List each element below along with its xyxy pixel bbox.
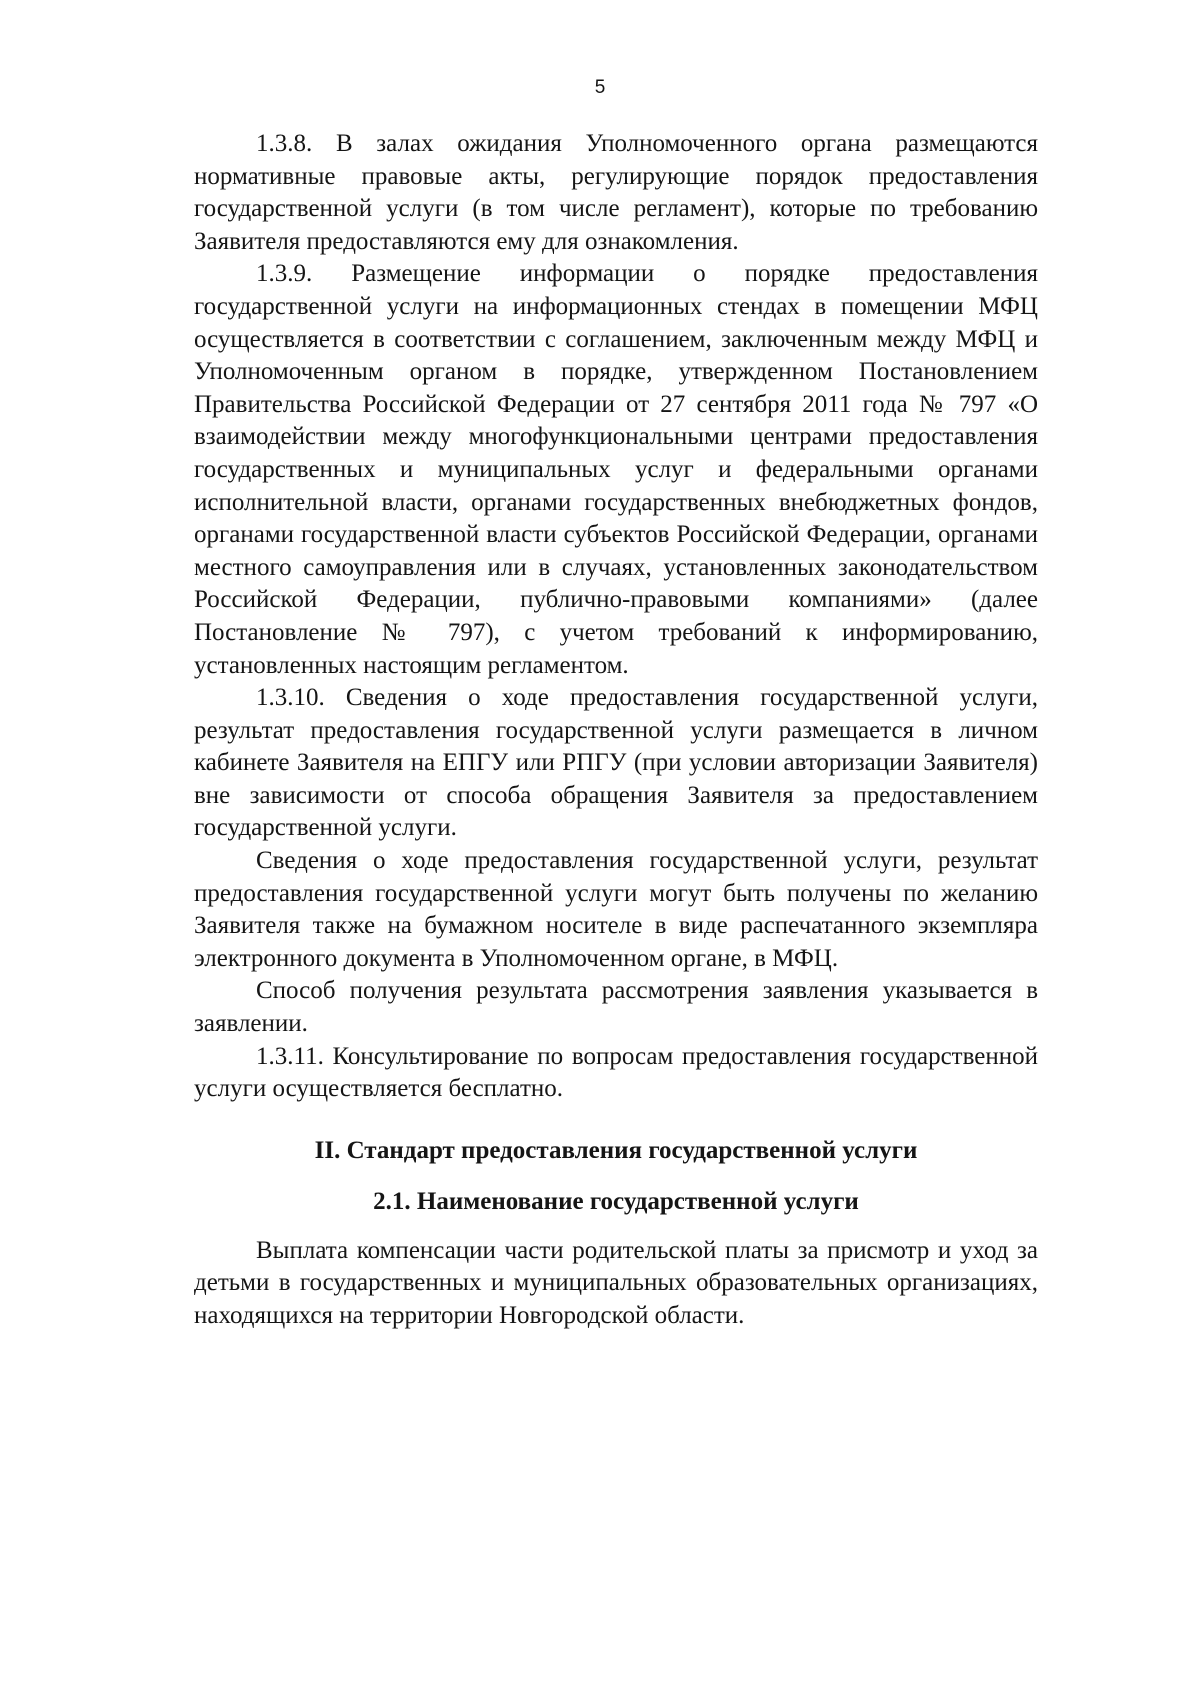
paragraph-result-method: Способ получения результата рассмотрения заявления указывается в заявлении.: [194, 977, 1038, 1038]
paragraph-1-3-10: 1.3.10. Сведения о ходе предоставления государственной услуги, результат предоставления государственной услуги размещается в личном кабинете Заявителя на ЕПГУ или РПГУ (при условии авторизации Заявителя) вне зависимости от способа обращения Заявителя за предоставлением государственной услуги.: [194, 684, 1038, 842]
subsection-heading: 2.1. Наименование государственной услуги: [373, 1187, 859, 1215]
page-number: 5: [594, 77, 606, 98]
section-heading: II. Стандарт предоставления государственной услуги: [314, 1136, 918, 1164]
paragraph-service-name: Выплата компенсации части родительской платы за присмотр и уход за детьми в государственных и муниципальных образовательных организациях, находящихся на территории Новгородской области.: [194, 1236, 1038, 1329]
paragraph-1-3-11: 1.3.11. Консультирование по вопросам предоставления государственной услуги осуществляется бесплатно.: [194, 1042, 1038, 1103]
paragraph-1-3-8: 1.3.8. В залах ожидания Уполномоченного органа размещаются нормативные правовые акты, регулирующие порядок предоставления государственной услуги (в том числе регламент), которые по требованию Заявителя предоставляются ему для ознакомления.: [194, 130, 1038, 255]
paragraph-result-info: Сведения о ходе предоставления государственной услуги, результат предоставления государственной услуги могут быть получены по желанию Заявителя также на бумажном носителе в виде распечатанного экземпляра электронного документа в Уполномоченном органе, в МФЦ.: [194, 847, 1038, 972]
paragraph-1-3-9: 1.3.9. Размещение информации о порядке предоставления государственной услуги на информационных стендах в помещении МФЦ осуществляется в соответствии с соглашением, заключенным между МФЦ и Уполномоченным органом в порядке, утвержденном Постановлением Правительства Российской Федерации от 27 сентября 2011 года № 797 «О взаимодействии между многофункциональными центрами предоставления государственных и муниципальных услуг и федеральными органами исполнительной власти, органами государственных внебюджетных фондов, органами государственной власти субъектов Российской Федерации, органами местного самоуправления или в случаях, установленных законодательством Российской Федерации, публично-правовыми компаниями» (далее Постановление № 797), с учетом требований к информированию, установленных настоящим регламентом.: [194, 260, 1038, 679]
document-body: [194, 128, 1038, 1333]
